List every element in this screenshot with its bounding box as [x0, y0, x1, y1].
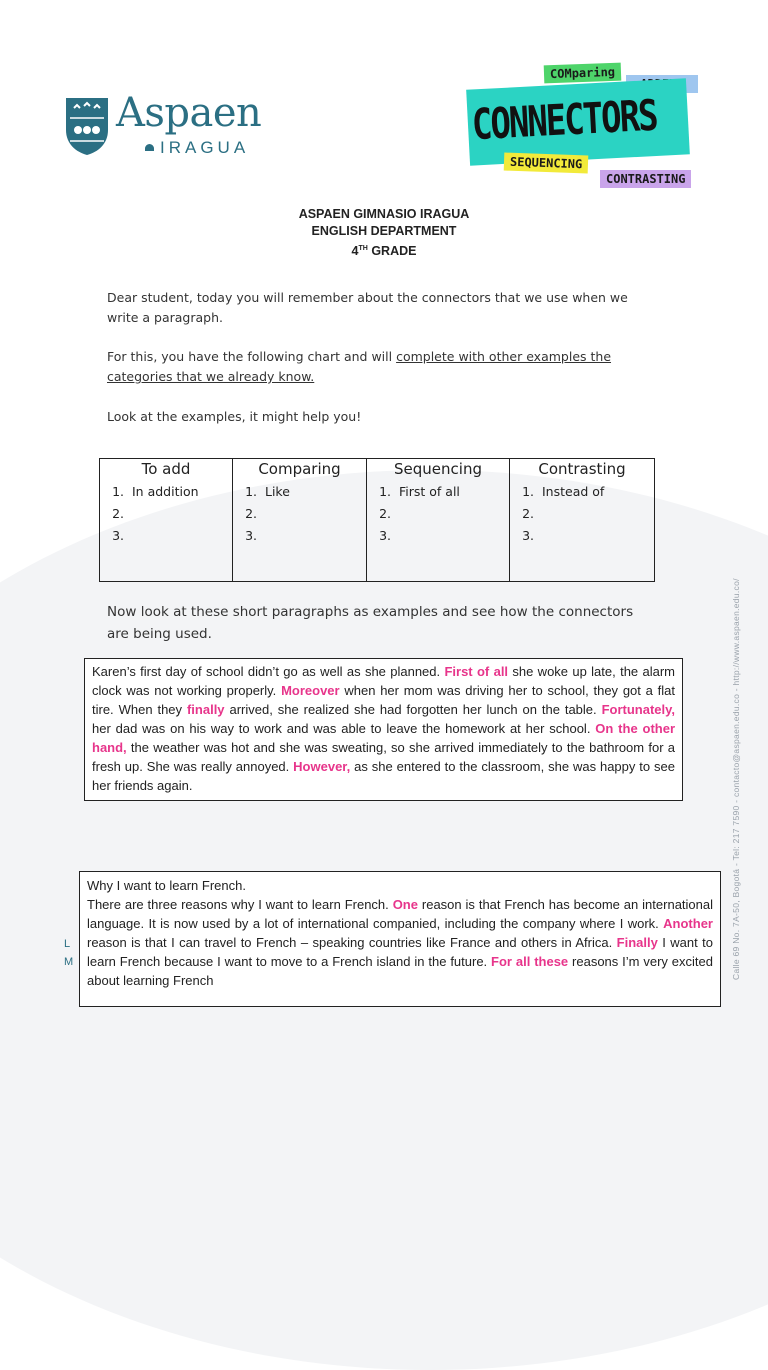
aspaen-logo: [64, 92, 284, 162]
paragraph-2-title: Why I want to learn French.: [87, 878, 246, 893]
chart-item[interactable]: [395, 525, 509, 547]
chart-item[interactable]: [261, 503, 366, 525]
connector-highlight: For all these: [491, 954, 569, 969]
logo-drop-icon: [145, 144, 154, 151]
banner-title: CONNECTORS: [470, 90, 658, 151]
connector-highlight: finally: [186, 702, 225, 717]
example-paragraph-1: Karen’s first day of school didn’t go as well as she planned. First of all she woke up late, the alarm clock was not working properly. Moreover when her mom was driving her to school, they got a flat tire. When they finally arrived, she realized she had forgotten her lunch on the table. Fortunately, her dad was on his way to work and was able to leave the homework at her school. On the other hand, the weather was hot and she was sweating, so she arrived immediately to the bathroom for a fresh up. She was really annoyed. However, as she entered to the classroom, she was happy to see her friends again.: [84, 658, 683, 801]
chart-column-sequencing: [367, 479, 510, 582]
example-paragraph-2: Why I want to learn French. There are three reasons why I want to learn French. One reason is that French has become an international language. It is now used by a lot of international companied, including the company where I work. Another reason is that I can travel to French – speaking countries like France and others in Africa. Finally I want to learn French because I want to move to a French island in the future. For all these reasons I’m very excited about learning French: [79, 871, 721, 1007]
logo-sub: IRAGUA: [160, 138, 250, 157]
chart-column-add: [100, 479, 233, 582]
chart-item[interactable]: [128, 525, 232, 547]
intro-paragraph-2: For this, you have the following chart and will complete with other examples the categories that we already know.: [107, 349, 612, 384]
connector-highlight: Another: [663, 916, 713, 931]
tag-sequencing: SEQUENCING: [504, 153, 589, 174]
side-letters: L M: [64, 938, 75, 968]
intro-paragraph-4: Now look at these short paragraphs as examples and see how the connectors are being used.: [107, 604, 634, 642]
chart-header-add: To add: [100, 459, 233, 480]
heading-department: ENGLISH DEPARTMENT: [311, 224, 457, 238]
chart-item[interactable]: 1. First of all: [395, 481, 509, 503]
chart-item[interactable]: [538, 525, 654, 547]
chart-item[interactable]: [538, 503, 654, 525]
tag-contrasting: CONTRASTING: [600, 170, 691, 188]
banner-title-box: [466, 78, 690, 165]
connector-highlight: On the other hand,: [92, 721, 676, 755]
intro-paragraph-1: Dear student, today you will remember about the connectors that we use when we write a paragraph.: [107, 290, 628, 325]
logo-brand: Aspaen: [116, 90, 262, 136]
connector-highlight: Moreover: [281, 683, 340, 698]
chart-item[interactable]: 1. Like: [261, 481, 366, 503]
connectors-banner: [466, 62, 706, 192]
connector-highlight: First of all: [444, 664, 509, 679]
chart-header-contrasting: Contrasting: [510, 459, 655, 480]
connectors-chart: [99, 458, 655, 582]
connector-highlight: Fortunately,: [601, 702, 675, 717]
chart-header-sequencing: Sequencing: [367, 459, 510, 480]
chart-item[interactable]: [395, 503, 509, 525]
chart-column-contrasting: [510, 479, 655, 582]
chart-item[interactable]: [261, 525, 366, 547]
heading-grade: 4TH GRADE: [351, 244, 417, 259]
footer-contact-vertical: Calle 69 No. 7A-50, Bogotá - Tel: 217 7590 - contacto@aspaen.edu.co - http://www.aspaen.edu.co/: [731, 578, 741, 980]
tag-comparing: COMparing: [544, 63, 622, 84]
shield-icon: [64, 96, 110, 156]
heading-school: ASPAEN GIMNASIO IRAGUA: [298, 207, 470, 221]
chart-item[interactable]: 1. In addition: [128, 481, 232, 503]
connector-highlight: However,: [293, 759, 351, 774]
intro-paragraph-3: Look at the examples, it might help you!: [107, 409, 362, 424]
connector-highlight: One: [392, 897, 418, 912]
chart-item[interactable]: [128, 503, 232, 525]
connector-highlight: Finally: [616, 935, 658, 950]
document-heading: [0, 206, 768, 260]
chart-header-comparing: Comparing: [233, 459, 367, 480]
chart-item[interactable]: 1. Instead of: [538, 481, 654, 503]
chart-column-comparing: [233, 479, 367, 582]
